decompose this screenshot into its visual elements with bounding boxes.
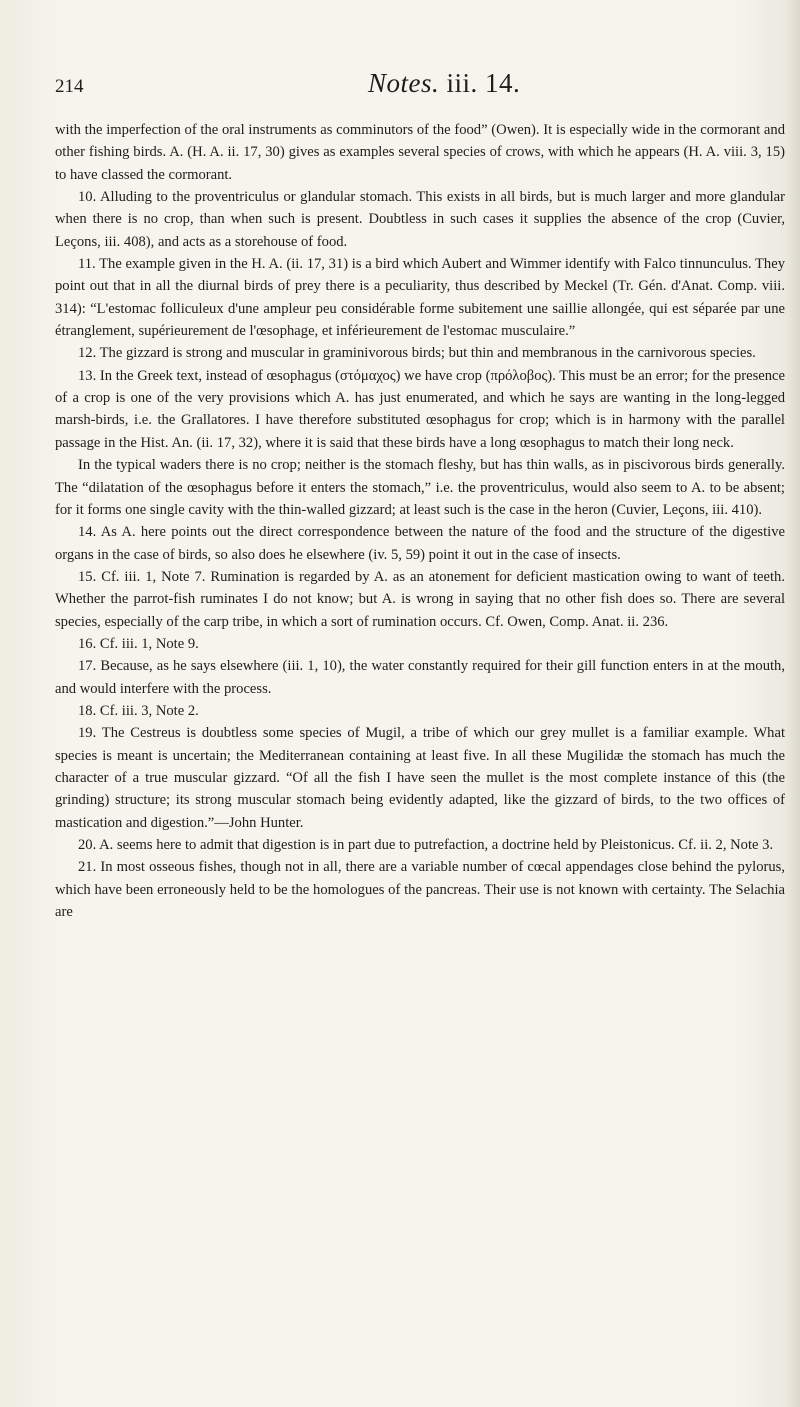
note-17: 17. Because, as he says elsewhere (iii. 1, 10), the water constantly required for their gill function enters in at the mouth, and would interfere with the process. — [55, 658, 785, 697]
running-title-italic: Notes. — [368, 68, 440, 98]
note-13: 13. In the Greek text, instead of œsophagus (στόμαχος) we have crop (πρόλοβος). This must be an error; for the presence of a crop is one of the very provisions which A. has just enumerated, and which he says are wanting in the long-legged marsh-birds, i.e. the Grallatores. I have therefore substituted œsophagus for crop; which is in harmony with the parallel passage in the Hist. An. (ii. 17, 32), where it is said that these birds have a long œsophagus to match their long neck. — [55, 367, 785, 451]
note-10: 10. Alluding to the proventriculus or glandular stomach. This exists in all birds, but is much larger and more glandular when there is no crop, than when such is present. Doubtless in such cases it supplies the absence of the crop (Cuvier, Leçons, iii. 408), and acts as a storehouse of food. — [55, 189, 785, 250]
note-15: 15. Cf. iii. 1, Note 7. Rumination is regarded by A. as an atonement for deficient mastication owing to want of teeth. Whether the parrot-fish ruminates I do not know; but A. is wrong in saying that no other fish does so. There are several species, especially of the carp tribe, in which a sort of rumination occurs. Cf. Owen, Comp. Anat. ii. 236. — [55, 568, 785, 630]
note-21: 21. In most osseous fishes, though not in all, there are a variable number of cœcal appendages close behind the pylorus, which have been erroneously held to be the homologues of the pancreas. Their use is not known with certainty. The Selachia are — [55, 859, 785, 921]
page-header — [55, 68, 785, 108]
page-edge-shadow — [786, 0, 800, 1407]
notes-body — [55, 119, 785, 923]
note-13-continued: In the typical waders there is no crop; neither is the stomach fleshy, but has thin walls, as in piscivorous birds generally. The “dilatation of the œsophagus before it enters the stomach,” i.e. the proventriculus, would also seem to A. to be absent; for it forms one single cavity with the thin-walled gizzard; at least such is the case in the heron (Cuvier, Leçons, iii. 410). — [55, 457, 785, 518]
note-16: 16. Cf. iii. 1, Note 9. — [78, 635, 199, 652]
note-12: 12. The gizzard is strong and muscular in graminivorous birds; but thin and membranous in the carnivorous species. — [78, 345, 756, 362]
note-continuation: with the imperfection of the oral instruments as comminutors of the food” (Owen). It is especially wide in the cormorant and other fishing birds. A. (H. A. ii. 17, 30) gives as examples several species of crows, with which he appears (H. A. viii. 3, 15) to have classed the cormorant. — [55, 122, 785, 183]
note-19: 19. The Cestreus is doubtless some species of Mugil, a tribe of which our grey mullet is a familiar example. What species is meant is uncertain; the Mediterranean containing at least five. In all these Mugilidæ the stomach has much the character of a true muscular gizzard. “Of all the fish I have seen the mullet is the most complete instance of this (the grinding) structure; its strong muscular stomach being evidently adapted, like the gizzard of birds, to the two offices of mastication and digestion.”—John Hunter. — [55, 725, 785, 831]
running-title — [368, 68, 520, 99]
note-20: 20. A. seems here to admit that digestion is in part due to putrefaction, a doctrine held by Pleistonicus. Cf. ii. 2, Note 3. — [78, 837, 774, 853]
note-18: 18. Cf. iii. 3, Note 2. — [78, 702, 199, 719]
note-11: 11. The example given in the H. A. (ii. 17, 31) is a bird which Aubert and Wimmer identify with Falco tinnunculus. They point out that in all the diurnal birds of prey there is a peculiarity, thus described by Meckel (Tr. Gén. d'Anat. Comp. viii. 314): “L'estomac folliculeux d'une ampleur peu considérable forme subitement une saillie allongée, qui est séparée par une étranglement, supérieurement de l'œsophage, et inférieurement de l'estomac musculaire.” — [55, 256, 785, 340]
running-title-rest: iii. 14. — [446, 68, 521, 98]
note-14: 14. As A. here points out the direct correspondence between the nature of the food and the structure of the digestive organs in the case of birds, so also does he elsewhere (iv. 5, 59) point it out in the case of insects. — [55, 524, 785, 563]
page-number: 214 — [55, 76, 84, 97]
